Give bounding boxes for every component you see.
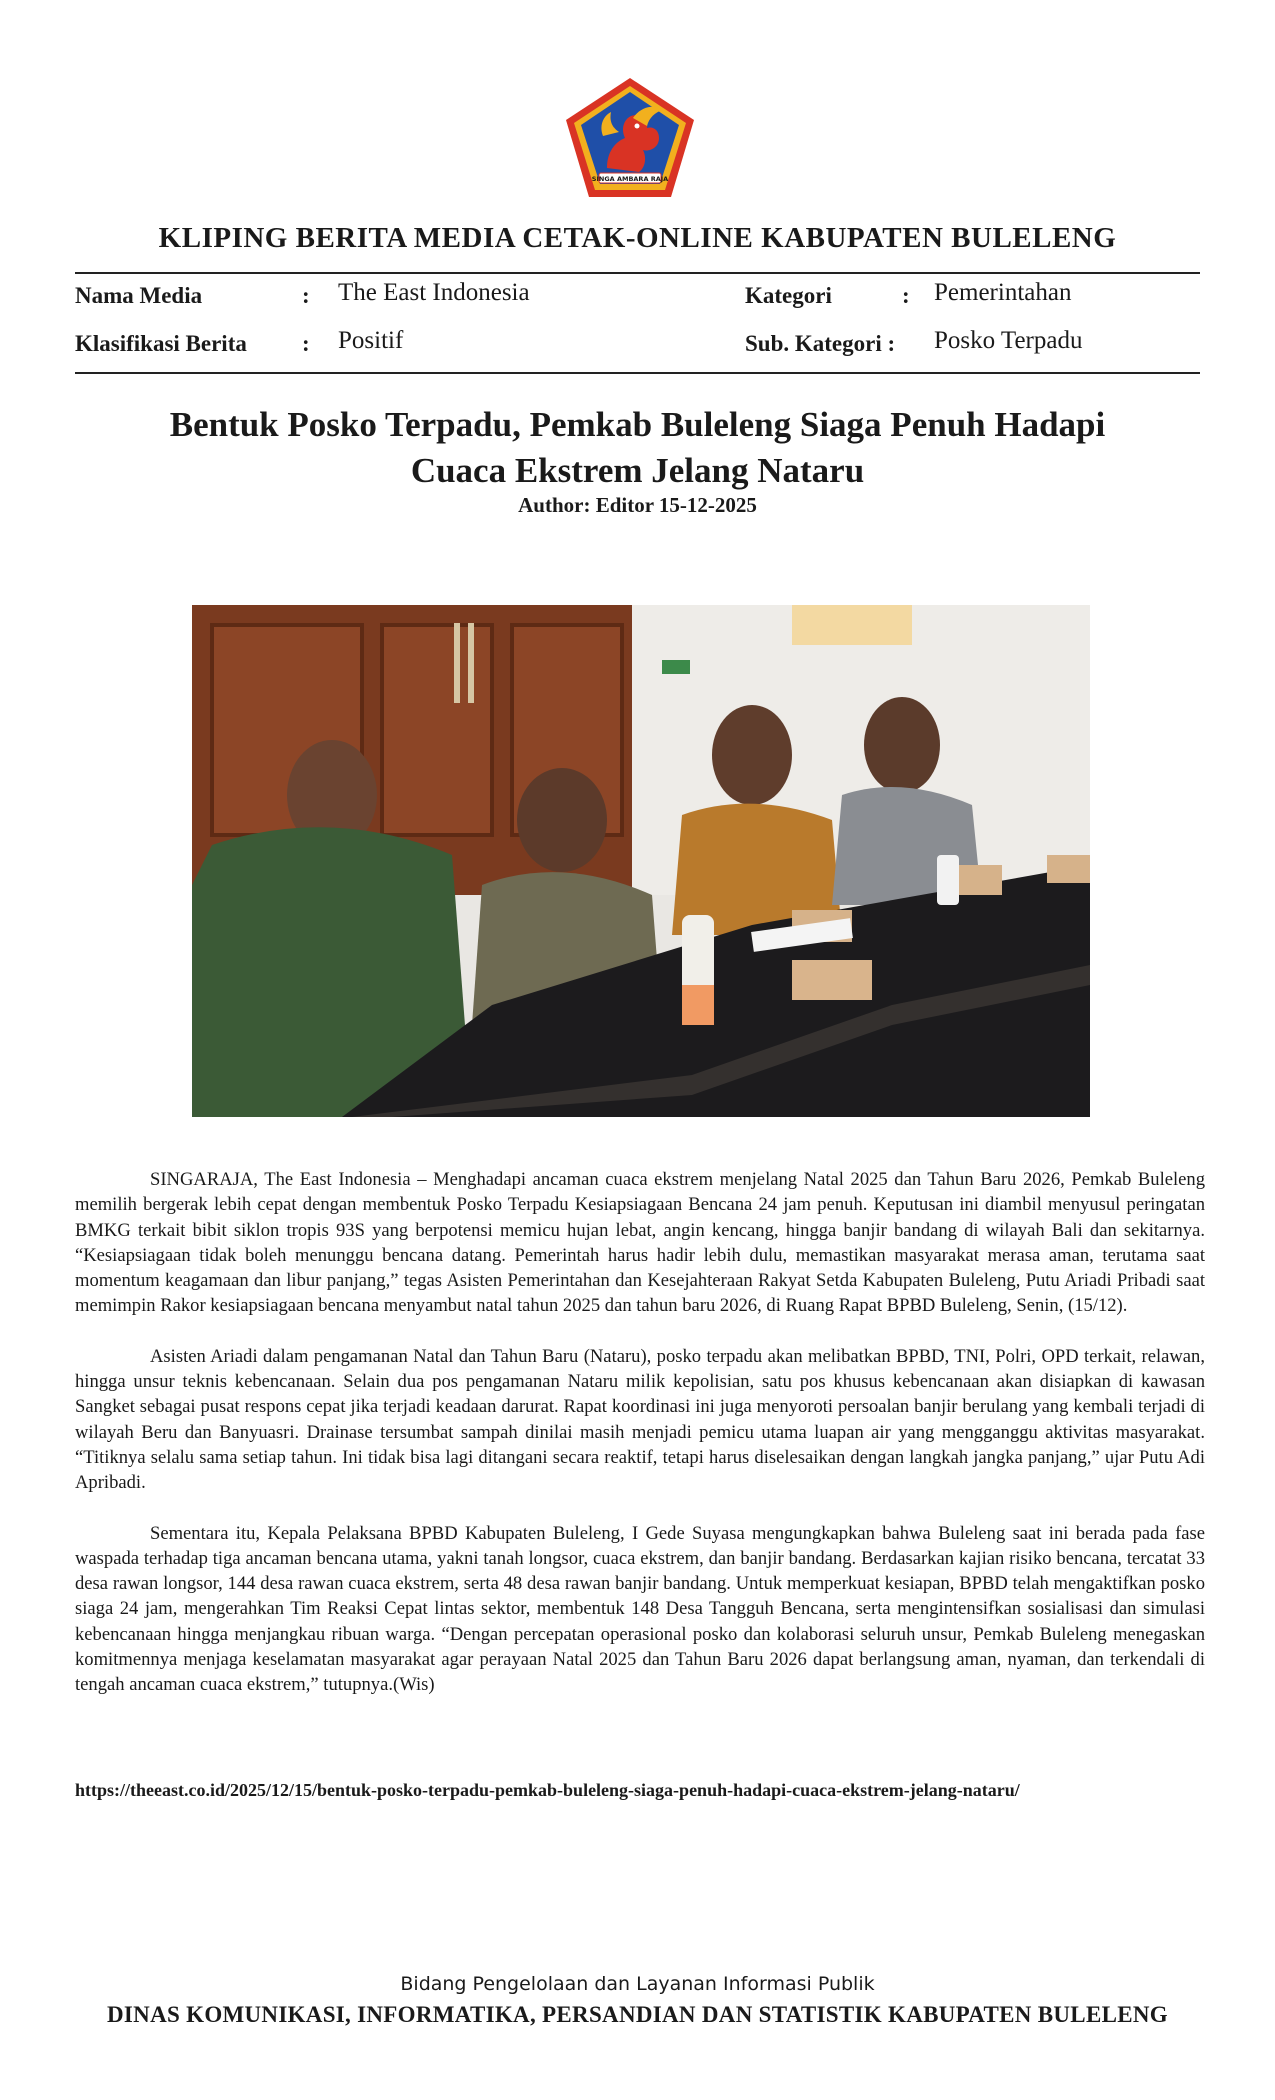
logo-motto-text: SINGA AMBARA RAJA (591, 175, 669, 183)
klasifikasi-berita-value: Positif (338, 327, 404, 354)
article-source-url[interactable]: https://theeast.co.id/2025/12/15/bentuk-posko-terpadu-pemkab-buleleng-siaga-penuh-hadapi-cuaca-ekstrem-jelang-nataru/ (75, 1780, 1020, 1800)
nama-media-label: Nama Media (75, 283, 203, 308)
article-body (75, 1167, 1205, 1723)
kliping-header-title: KLIPING BERITA MEDIA CETAK-ONLINE KABUPATEN BULELENG (158, 222, 1117, 254)
article-paragraph: Sementara itu, Kepala Pelaksana BPBD Kabupaten Buleleng, I Gede Suyasa mengungkapkan bahwa Buleleng saat ini berada pada fase waspada terhadap tiga ancaman bencana utama, yakni tanah longsor, cuaca ekstrem, dan banjir bandang. Berdasarkan kajian risiko bencana, tercatat 33 desa rawan longsor, 144 desa rawan cuaca ekstrem, serta 48 desa rawan banjir bandang. Untuk memperkuat kesiapan, BPBD telah mengaktifkan posko siaga 24 jam, mengerahkan Tim Reaksi Cepat lintas sektor, membentuk 148 Desa Tangguh Bencana, serta mengintensifkan sosialisasi dan simulasi kebencanaan hingga menjangkau ribuan warga. “Dengan percepatan operasional posko dan kolaborasi seluruh unsur, Pemkab Buleleng menegaskan komitmennya menjaga keselamatan masyarakat agar perayaan Natal 2025 dan Tahun Baru 2026 dapat berlangsung aman, nyaman, dan terkendali di tengah ancaman cuaca ekstrem,” tutupnya.(Wis) (75, 1522, 1205, 1696)
article-title (100, 402, 1175, 494)
article-photo (192, 605, 1090, 1117)
footer-agency: DINAS KOMUNIKASI, INFORMATIKA, PERSANDIAN DAN STATISTIK KABUPATEN BULELENG (107, 2002, 1168, 2027)
header-top-rule (75, 272, 1200, 274)
footer-department: Bidang Pengelolaan dan Layanan Informasi Publik (400, 1973, 875, 1995)
buleleng-emblem-logo (563, 76, 697, 200)
article-title-line-2: Cuaca Ekstrem Jelang Nataru (410, 451, 865, 490)
header-bottom-rule (75, 372, 1200, 374)
klasifikasi-berita-label: Klasifikasi Berita (75, 331, 247, 356)
sub-kategori-value: Posko Terpadu (934, 327, 1083, 354)
klasifikasi-colon: : (302, 331, 310, 356)
article-paragraph: Asisten Ariadi dalam pengamanan Natal dan Tahun Baru (Nataru), posko terpadu akan melibatkan BPBD, TNI, Polri, OPD terkait, relawan, hingga unsur teknis kebencanaan. Selain dua pos pengamanan Nataru milik kepolisian, satu pos khusus kebencanaan akan disiapkan di kawasan Sangket sebagai pusat respons cepat jika terjadi keadaan darurat. Rapat koordinasi ini juga menyoroti persoalan banjir berulang yang kembali terjadi di wilayah Beru dan Banyuasri. Drainase tersumbat sampah dinilai masih menjadi pemicu utama luapan air yang mengganggu aktivitas masyarakat. “Titiknya selalu sama setiap tahun. Ini tidak bisa lagi ditangani secara reaktif, tetapi harus diselesaikan dengan langkah jangka panjang,” ujar Putu Adi Apribadi. (75, 1345, 1205, 1494)
article-title-line-1: Bentuk Posko Terpadu, Pemkab Buleleng Siaga Penuh Hadapi (169, 405, 1106, 444)
kategori-label: Kategori (745, 283, 832, 308)
kategori-colon: : (902, 283, 910, 308)
article-paragraph: SINGARAJA, The East Indonesia – Menghadapi ancaman cuaca ekstrem menjelang Natal 2025 dan Tahun Baru 2026, Pemkab Buleleng memilih bergerak lebih cepat dengan membentuk Posko Terpadu Kesiapsiagaan Bencana 24 jam penuh. Keputusan ini diambil menyusul peringatan BMKG terkait bibit siklon tropis 93S yang berpotensi memicu hujan lebat, angin kencang, hingga banjir bandang di wilayah Bali dan sekitarnya. “Kesiapsiagaan tidak boleh menunggu bencana datang. Pemerintah harus hadir lebih dulu, memastikan masyarakat merasa aman, terutama saat momentum keagamaan dan libur panjang,” tegas Asisten Pemerintahan dan Kesejahteraan Rakyat Setda Kabupaten Buleleng, Putu Ariadi Pribadi saat memimpin Rakor kesiapsiagaan bencana menyambut natal tahun 2025 dan tahun baru 2026, di Ruang Rapat BPBD Buleleng, Senin, (15/12). (75, 1169, 1205, 1317)
article-author-date: Author: Editor 15-12-2025 (518, 493, 757, 517)
nama-media-value: The East Indonesia (338, 279, 530, 306)
nama-media-colon: : (302, 283, 310, 308)
sub-kategori-label: Sub. Kategori : (745, 331, 896, 356)
kategori-value: Pemerintahan (934, 279, 1072, 306)
